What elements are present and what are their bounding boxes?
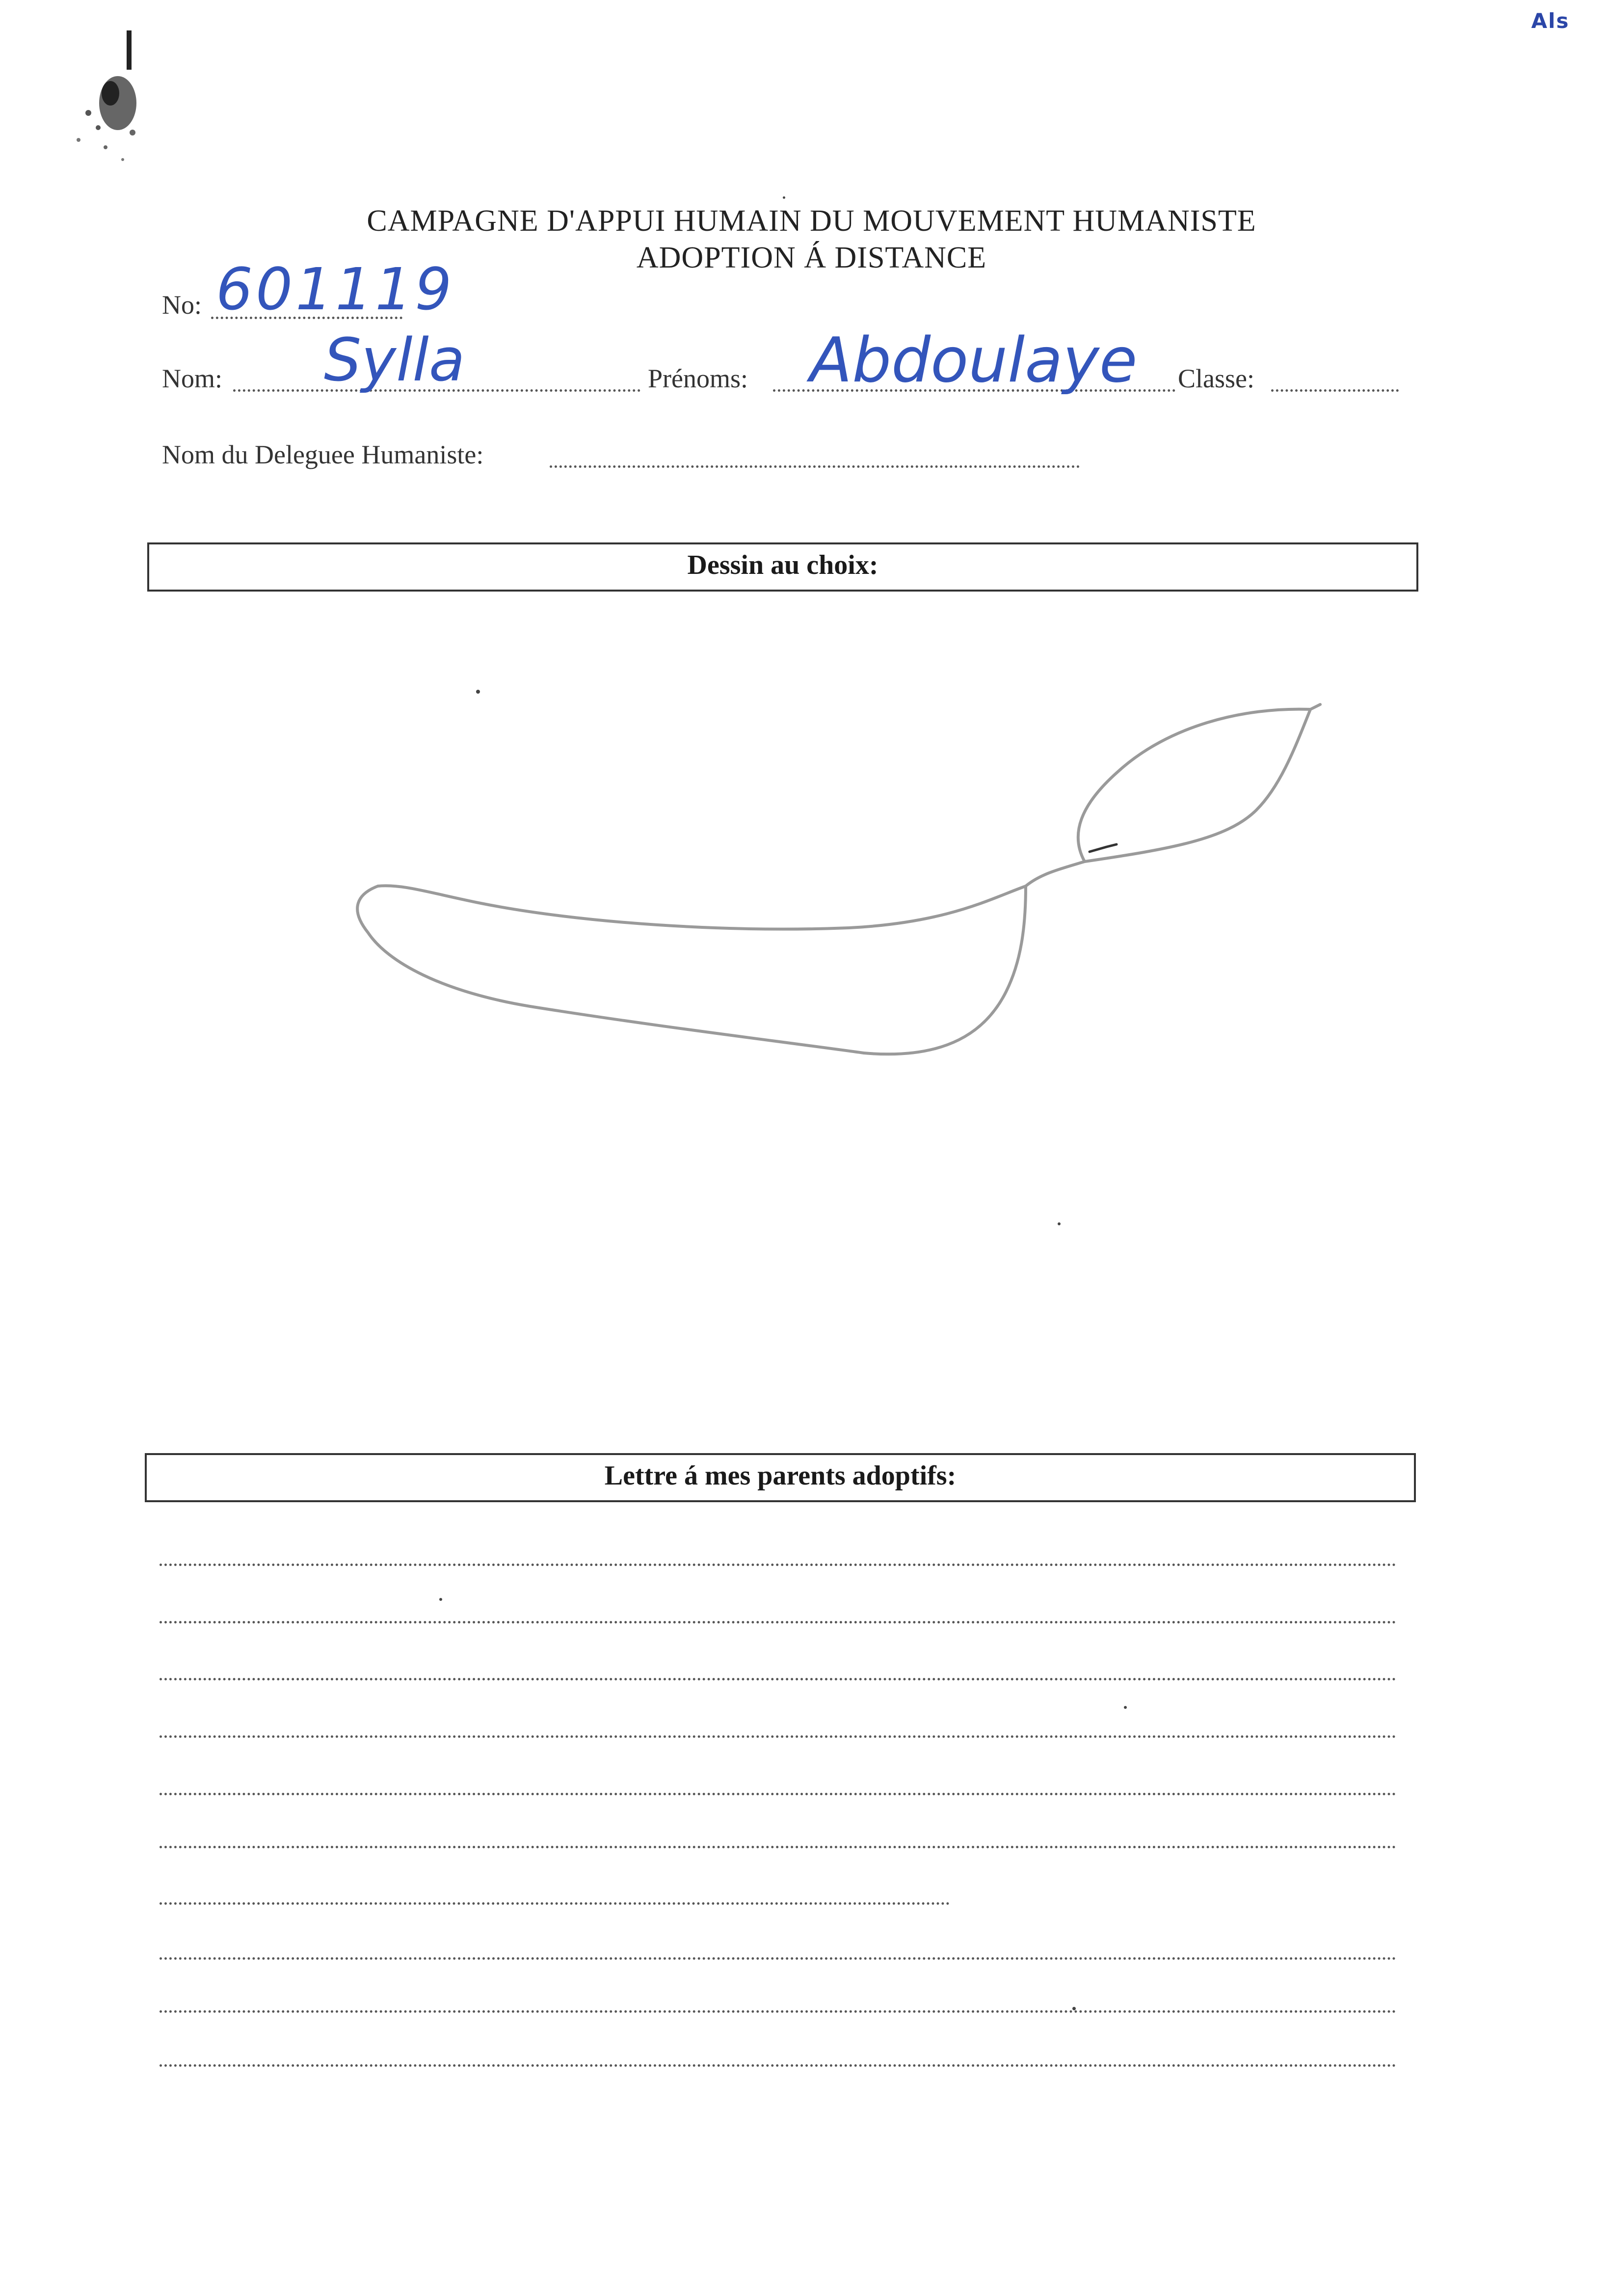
letter-line[interactable] [160, 2010, 1396, 2013]
classe-dotted-line [1271, 389, 1399, 392]
prenoms-label: Prénoms: [648, 364, 748, 393]
delegue-dotted-line [550, 465, 1080, 468]
adoption-subtitle: ADOPTION Á DISTANCE [636, 241, 987, 274]
banana-sketch-icon [334, 687, 1433, 1080]
nom-value[interactable]: Sylla [324, 326, 465, 395]
no-label: No: [162, 290, 202, 320]
drawing-section-title: Dessin au choix: [687, 550, 878, 580]
letter-line[interactable] [160, 1735, 1396, 1738]
ink-stain-icon [59, 20, 157, 177]
scan-speck [1072, 2007, 1076, 2010]
scan-speck [476, 690, 480, 694]
letter-line[interactable] [160, 1902, 950, 1905]
letter-line[interactable] [160, 2064, 1396, 2067]
letter-line[interactable] [160, 1564, 1396, 1566]
letter-line[interactable] [160, 1793, 1396, 1795]
letter-line[interactable] [160, 1957, 1396, 1960]
scan-speck [439, 1598, 442, 1601]
corner-initials: Als [1531, 9, 1570, 33]
prenoms-value[interactable]: Abdoulaye [810, 324, 1138, 396]
campaign-title: CAMPAGNE D'APPUI HUMAIN DU MOUVEMENT HUMANISTE [367, 204, 1256, 238]
letter-section-header [145, 1453, 1416, 1502]
scan-speck [1124, 1706, 1127, 1709]
letter-line[interactable] [160, 1846, 1396, 1848]
no-value[interactable]: 601119 [216, 255, 455, 323]
letter-section-title: Lettre á mes parents adoptifs: [604, 1460, 957, 1491]
letter-line[interactable] [160, 1678, 1396, 1680]
scan-speck [1058, 1222, 1061, 1225]
drawing-section-header [147, 542, 1418, 592]
delegue-label: Nom du Deleguee Humaniste: [162, 440, 484, 469]
letter-line[interactable] [160, 1621, 1396, 1623]
classe-label: Classe: [1178, 364, 1254, 393]
scan-speck [783, 196, 785, 199]
nom-label: Nom: [162, 364, 223, 393]
